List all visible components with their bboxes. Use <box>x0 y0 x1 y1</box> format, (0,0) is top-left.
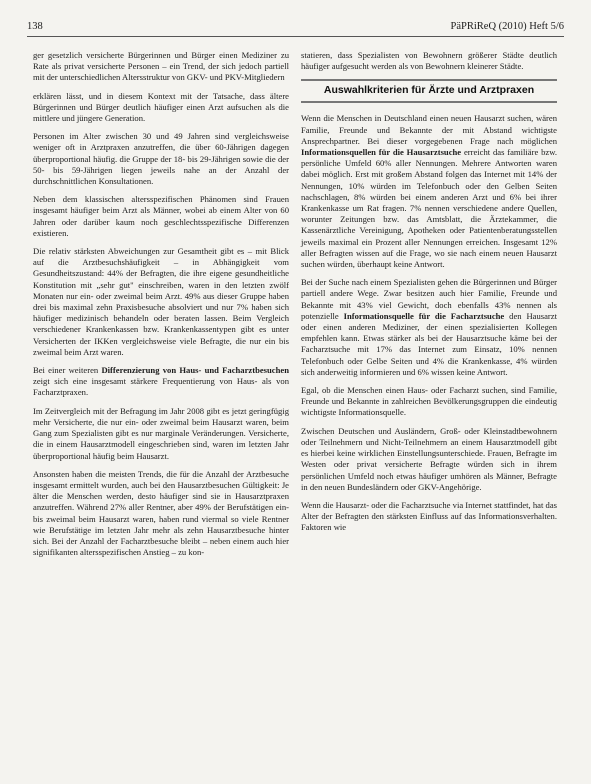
text-run: Bei der Suche nach einem Spezialisten gehen die Bürgerinnen und Bürger partiell andere Wege. Zwar besitzen auch hier Familie, Freunde und Bekannte mit 43% viel Gewicht, doch ebenfalls 43% nennen als potenzielle <box>301 277 557 321</box>
paragraph <box>33 469 289 559</box>
paragraph <box>301 500 557 534</box>
paragraph <box>33 50 289 84</box>
page-number: 138 <box>27 21 43 32</box>
text-run: ger gesetzlich versicherte Bürgerinnen und Bürger einen Mediziner zu Rate als privat versicherte Personen – ein Trend, der sich jedoch partiell mit der unterschiedlichen Altersstruktur von GKV- und PKV-Mitgliedern <box>33 50 289 83</box>
text-run: statieren, dass Spezialisten von Bewohnern größerer Städte deutlich häufiger aufgesucht werden als von Bewohnern kleinerer Städte. <box>301 50 557 72</box>
paragraph <box>33 194 289 239</box>
text-run: Egal, ob die Menschen einen Haus- oder Facharzt suchen, sind Familie, Freunde und Bekannte in zahlreichen Bevölkerungsgruppen die eindeutig wichtigste Informationsquelle. <box>301 385 557 418</box>
paragraph <box>33 406 289 462</box>
bold-term: Informationsquellen für die Hausarztsuche <box>301 147 462 158</box>
right-column-body <box>301 113 557 533</box>
text-run: Zwischen Deutschen und Ausländern, Groß- oder Kleinstadtbewohnern oder Teilnehmern und Nicht-Teilnehmern an einem Hausarztmodell gibt es hierbei keine wirklichen Einstellungsunterschiede. Frauen, Befragte im Westen oder privat versicherte Befragte würden sich in ihrem persönlichen Umfeld noch etwas häufiger umhören als Männer, Befragte in den neuen Bundesländern oder GKV-Angehörige. <box>301 425 557 492</box>
right-column-top <box>301 50 557 72</box>
paragraph <box>301 277 557 378</box>
paragraph <box>33 246 289 358</box>
text-run: Im Zeitvergleich mit der Befragung im Jahr 2008 gibt es jetzt geringfügig mehr Versicherte, die nur ein- oder zweimal beim Hausarzt waren, beim Gang zum Spezialisten gibt es nur marginale Veränderungen. Versicherte, die in einem Hausarztmodell eingeschrieben sind, waren im letzten Jahr überproportional häufig beim Hausarzt. <box>33 405 289 461</box>
bold-term: Informationsquelle für die Facharztsuche <box>343 310 505 321</box>
paragraph <box>33 365 289 399</box>
text-run: den Hausarzt oder einen anderen Mediziner, der einen spezialisierten Kollegen empfehlen kann. Etwas stärker als bei der Hausarztsuche käme bei der Facharztsuche mit 17% das Internet zum Einsatz, 10% nennen Telefonbuch oder Gelbe Seiten und 4% die Krankenkasse, 4% würden sich anderweitig informieren und 6% wissen keine Antwort. <box>301 310 557 377</box>
paragraph <box>33 91 289 125</box>
text-run: Bei einer weiteren <box>33 365 102 376</box>
text-run: Ansonsten haben die meisten Trends, die für die Anzahl der Arztbesuche insgesamt ermittelt wurden, auch bei den Hausarztbesuchen Gültigkeit: Je älter die Menschen werden, desto häufiger sind sie in Hausarztpraxen anzutreffen. Während 27% aller Rentner, aber 49% der Berufstätigen ein- bis zweimal beim Hausarzt waren, haben rund viermal so viele Rentner wie Berufstätige im letzten Jahr mehr als zehn Hausarztbesuche hinter sich. Bei der Anzahl der Facharztbesuche bleibt – neben einem auch hier signifikanten altersspezifischen Anstieg – zu kon- <box>33 468 289 558</box>
right-column <box>301 50 557 541</box>
paragraph <box>301 426 557 493</box>
running-header <box>27 20 564 37</box>
journal-issue: PäPRiReQ (2010) Heft 5/6 <box>450 21 564 32</box>
paragraph <box>301 113 557 270</box>
paragraph <box>301 50 557 72</box>
text-run: Die relativ stärksten Abweichungen zur Gesamtheit gibt es – mit Blick auf die Arztbesuchshäufigkeit – in Abhängigkeit vom Gesundheitszustand: 44% der Befragten, die ihre eigene gesundheitliche Konstitution mit „sehr gut" einschreiben, waren in den letzten zwölf Monaten nur ein- oder zweimal beim Arzt. 49% aus dieser Gruppe haben drei bis maximal zehn Praxisbesuche absolviert und nur 7% haben sich häufiger medizinisch behandeln oder beraten lassen. Beim Vergleich verschiedener Krankenkassen bzw. Krankenkassentypen gibt es unter Versicherten der IKKen vergleichsweise viele Befragte, die nur ein bis zweimal beim Arzt waren. <box>33 246 289 357</box>
text-run: erreicht das familiäre bzw. persönliche Umfeld 60% aller Nennungen. Mehrere Antworten waren dabei möglich. Erst mit großem Abstand folgen das Internet mit 14% der Nennungen, 10% würden im Telefonbuch oder den Gelben Seiten nachschlagen, 8% würden bei einem anderen Arzt und 6% bei ihrer Krankenkasse um Rat fragen. 7% nennen verschiedene andere Quellen, worunter Zeitungen bzw. das Amtsblatt, die Ärztekammer, die Kassenärztliche Vereinigung, Apotheken oder Patientenberatungsstellen jeweils maximal ein Prozent aller Nennungen erreichen. Insgesamt 12% aller Befragten wissen auf die Frage, wo sie nach einem neuen Hausarzt suchen würden, überhaupt keine Antwort. <box>301 147 557 270</box>
text-run: erklären lässt, und in diesem Kontext mit der Tatsache, dass ältere Bürgerinnen und Bürger deutlich häufiger einen Arzt aufsuchen als die mittlere und jüngere Generation. <box>33 90 289 124</box>
text-run: Wenn die Menschen in Deutschland einen neuen Hausarzt suchen, wären Familie, Freunde und Bekannte der mit Abstand wichtigste Ansprechpartner. Bei dieser vorgegebenen Frage nach möglichen <box>301 113 557 146</box>
text-run: Neben dem klassischen altersspezifischen Phänomen sind Frauen insgesamt häufiger beim Arzt als Männer, wobei ab einem Alter von 60 Jahren oder darüber kaum noch geschlechtsspezifische Differenzen existieren. <box>33 194 289 238</box>
bold-term: Differenzierung von Haus- und Facharztbesuchen <box>101 365 289 376</box>
left-column <box>33 50 289 565</box>
paragraph <box>33 131 289 187</box>
paragraph <box>301 385 557 419</box>
text-run: Wenn die Hausarzt- oder die Facharztsuche via Internet stattfindet, hat das Alter der Befragten den stärksten Einfluss auf das Informationsverhalten. Faktoren wie <box>301 499 557 533</box>
text-run: zeigt sich eine insgesamt stärkere Frequentierung von Haus- als von Facharztpraxen. <box>33 376 289 398</box>
text-run: Personen im Alter zwischen 30 und 49 Jahren sind vergleichsweise weniger oft in Arztpraxen anzutreffen, die über 60-Jährigen dagegen überproportional häufig. die Gruppe der 18- bis 29-Jährigen sowie die der 50- bis 59-Jährigen liegen jeweils nahe an der Anzahl der durchschnittlichen Konsultationen. <box>33 131 289 187</box>
section-heading: Auswahlkriterien für Ärzte und Arztpraxen <box>301 79 557 103</box>
